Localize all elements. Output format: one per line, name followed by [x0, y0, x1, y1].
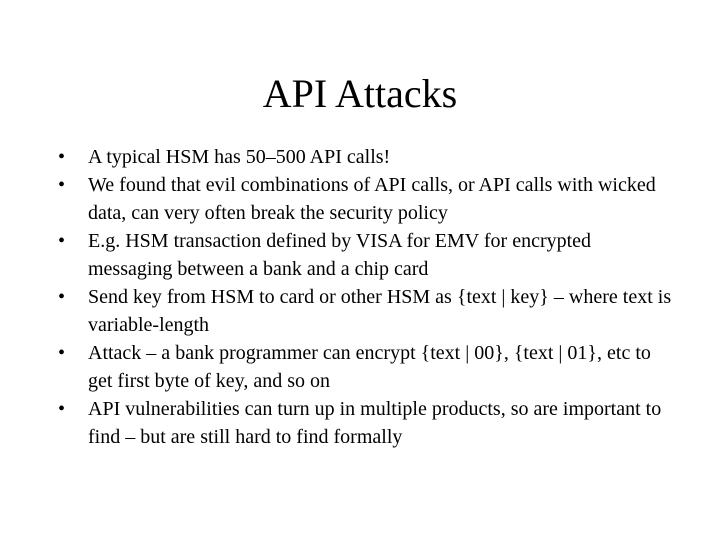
bullet-text: Attack – a bank programmer can encrypt {text | 00}, {text | 01}, etc to get first byte of key, and so on: [88, 342, 651, 392]
bullet-list: [58, 143, 678, 451]
bullet-item: [58, 171, 678, 227]
bullet-item: [58, 143, 678, 171]
bullet-text: We found that evil combinations of API calls, or API calls with wicked data, can very often break the security policy: [88, 174, 656, 224]
bullet-dot-icon: •: [58, 174, 66, 196]
bullet-item: [58, 283, 678, 339]
bullet-text: E.g. HSM transaction defined by VISA for EMV for encrypted messaging between a bank and a chip card: [88, 230, 592, 280]
bullet-item: [58, 339, 678, 395]
bullet-text: A typical HSM has 50–500 API calls!: [88, 146, 391, 168]
bullet-dot-icon: •: [58, 146, 66, 168]
bullet-text: Send key from HSM to card or other HSM as {text | key} – where text is variable-length: [88, 286, 672, 336]
slide-title: API Attacks: [262, 71, 458, 116]
bullet-dot-icon: •: [58, 230, 66, 252]
bullet-item: [58, 395, 678, 451]
bullet-item: [58, 227, 678, 283]
bullet-dot-icon: •: [58, 398, 66, 420]
bullet-dot-icon: •: [58, 342, 66, 364]
bullet-dot-icon: •: [58, 286, 66, 308]
bullet-text: API vulnerabilities can turn up in multiple products, so are important to find – but are still hard to find formally: [88, 398, 662, 448]
